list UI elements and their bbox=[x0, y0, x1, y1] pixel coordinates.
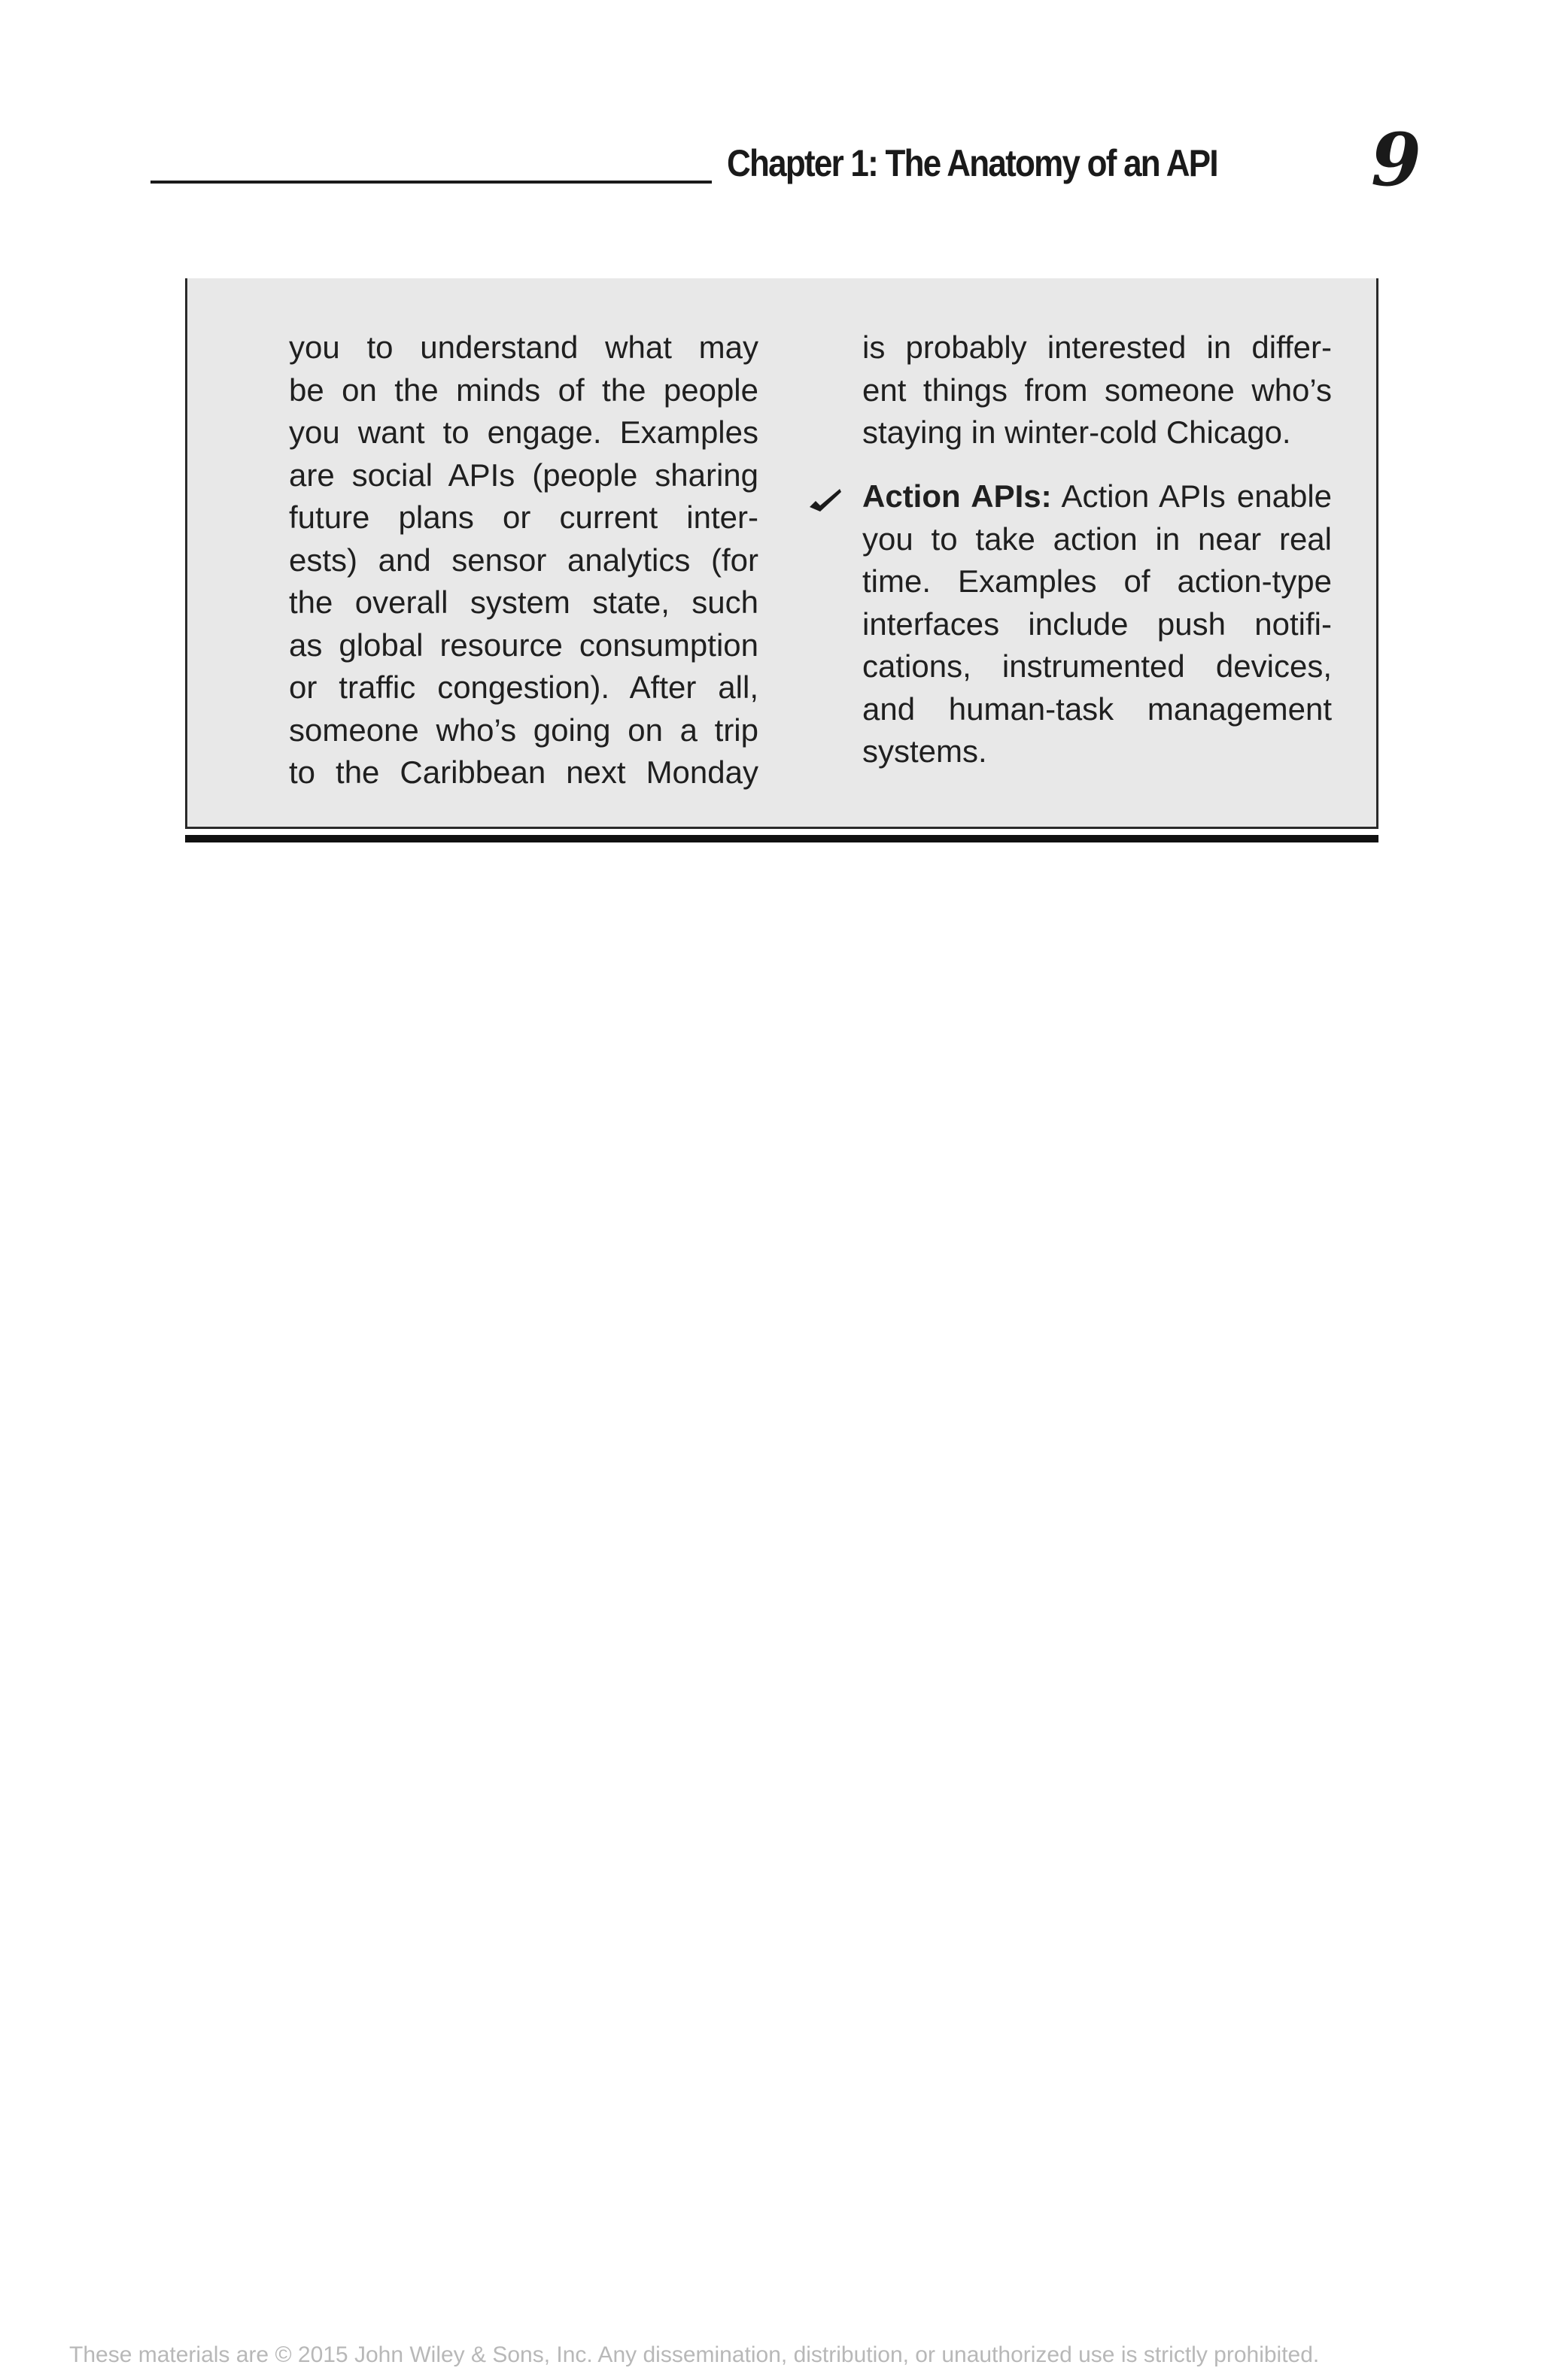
text-line: the overall system state, such bbox=[289, 584, 758, 620]
text-line: ent things from someone who’s bbox=[862, 372, 1332, 408]
text-line: time. Examples of action-type bbox=[862, 563, 1332, 599]
text-line: someone who’s going on a trip bbox=[289, 712, 758, 748]
check-mark-icon bbox=[807, 478, 844, 516]
chapter-title: Chapter 1: The Anatomy of an API bbox=[727, 142, 1217, 184]
text-line: you to understand what may bbox=[289, 329, 758, 365]
text-line: ests) and sensor analytics (for bbox=[289, 542, 758, 578]
bullet-lead: Action APIs: bbox=[862, 478, 1052, 514]
text-line: interfaces include push notifi- bbox=[862, 606, 1332, 642]
text-line: be on the minds of the people bbox=[289, 372, 758, 408]
bullet-item-action-apis bbox=[862, 475, 1332, 773]
text-line: to the Caribbean next Monday bbox=[289, 754, 758, 790]
page-number: 9 bbox=[1371, 117, 1421, 202]
text-line: are social APIs (people sharing bbox=[289, 457, 758, 493]
bullet-first-line: Action APIs enable bbox=[1051, 478, 1333, 514]
sidebar-bottom-rule bbox=[185, 835, 1378, 842]
sidebar-right-column bbox=[862, 326, 1332, 454]
copyright-notice: These materials are © 2015 John Wiley & Sons, Inc. Any dissemination, distribution, or unauthorized use is strictly prohibited. bbox=[69, 2342, 1320, 2367]
text-line: you want to engage. Examples bbox=[289, 414, 758, 450]
header-rule bbox=[150, 181, 712, 184]
text-line: staying in winter-cold Chicago. bbox=[862, 414, 1291, 450]
text-line: systems. bbox=[862, 733, 987, 769]
text-line: or traffic congestion). After all, bbox=[289, 669, 758, 705]
text-line: future plans or current inter- bbox=[289, 499, 758, 535]
text-line: is probably interested in differ- bbox=[862, 329, 1332, 365]
text-line: you to take action in near real bbox=[862, 521, 1332, 557]
text-line: cations, instrumented devices, bbox=[862, 648, 1332, 684]
sidebar-left-column bbox=[289, 326, 758, 794]
text-line: as global resource consumption bbox=[289, 627, 758, 663]
text-line: and human-task management bbox=[862, 691, 1332, 727]
